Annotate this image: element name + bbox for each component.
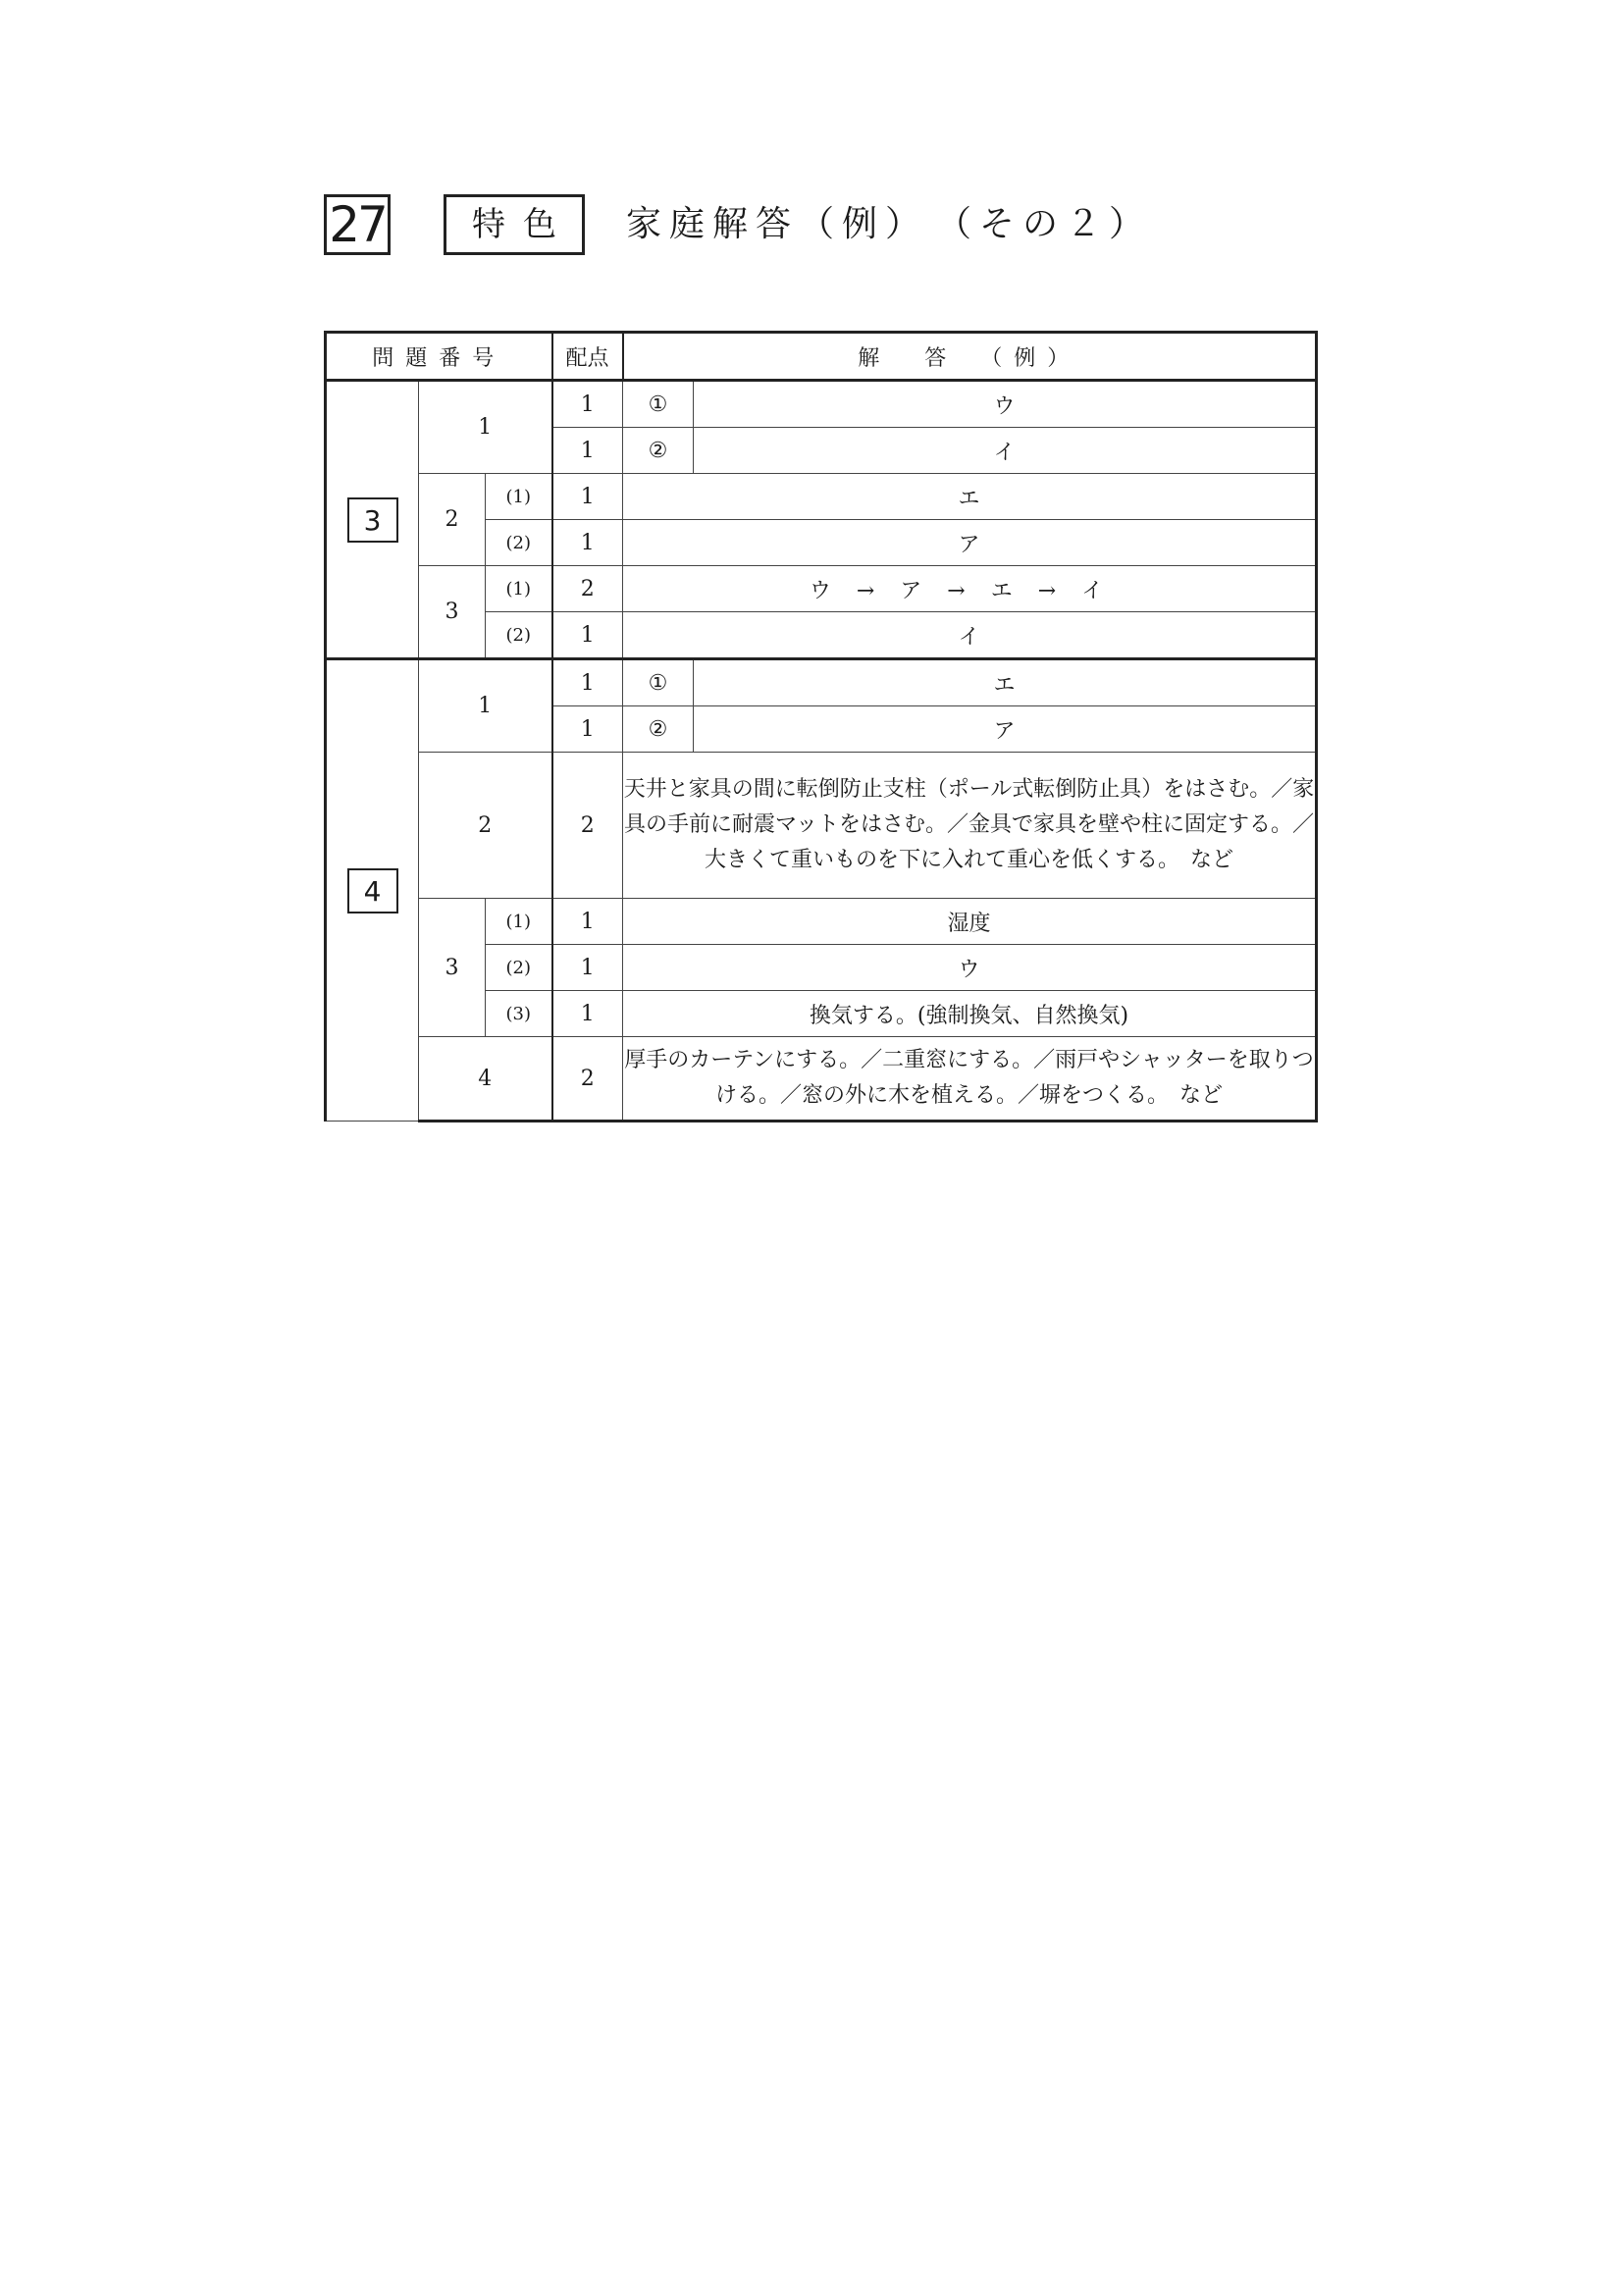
points-cell: 2 — [552, 1037, 623, 1122]
answer-cell: 湿度 — [623, 899, 1317, 945]
points-cell: 1 — [552, 612, 623, 659]
points-cell: 1 — [552, 428, 623, 474]
sub-question-number: (1) — [486, 474, 552, 520]
answer-cell: ア — [694, 706, 1317, 753]
page-title: 家庭解答（例） （その２） — [626, 204, 1153, 244]
question-number: 3 — [419, 566, 486, 659]
question-number: 4 — [419, 1037, 552, 1122]
answer-cell: ウ — [623, 945, 1317, 991]
sub-question-number: (2) — [486, 945, 552, 991]
points-cell: 1 — [552, 899, 623, 945]
question-number: 1 — [419, 659, 552, 753]
points-cell: 1 — [552, 381, 623, 428]
answer-cell: 天井と家具の間に転倒防止支柱（ポール式転倒防止具）をはさむ。／家具の手前に耐震マットをはさむ。／金具で家具を壁や柱に固定する。／大きくて重いものを下に入れて重心を低くする。 など — [623, 753, 1317, 899]
points-cell: 1 — [552, 991, 623, 1037]
table-row — [326, 566, 1317, 612]
arrow-icon: → — [1037, 578, 1057, 603]
sub-question-number: (1) — [486, 566, 552, 612]
answer-cell: イ — [623, 612, 1317, 659]
answer-cell: 厚手のカーテンにする。／二重窓にする。／雨戸やシャッターを取りつける。／窓の外に木を植える。／塀をつくる。 など — [623, 1037, 1317, 1122]
sub-question-number: (2) — [486, 612, 552, 659]
table-row — [326, 474, 1317, 520]
question-number: 2 — [419, 753, 552, 899]
section-label: 4 — [326, 659, 419, 1122]
choice-mark: ① — [623, 659, 694, 706]
answer-cell: ア — [623, 520, 1317, 566]
arrow-icon: → — [856, 578, 875, 603]
answer-cell: イ — [694, 428, 1317, 474]
table-row — [326, 381, 1317, 428]
question-number: 3 — [419, 899, 486, 1037]
sequence-item: エ — [990, 578, 1013, 603]
question-number: 2 — [419, 474, 486, 566]
header-points: 配点 — [552, 333, 623, 381]
table-row — [326, 753, 1317, 899]
points-cell: 1 — [552, 474, 623, 520]
points-cell: 1 — [552, 945, 623, 991]
answer-sequence — [623, 566, 1317, 612]
section-label: 3 — [326, 381, 419, 659]
header-question: 問題番号 — [326, 333, 552, 381]
sub-question-number: (1) — [486, 899, 552, 945]
table-row — [326, 1037, 1317, 1122]
sequence-item: ウ — [809, 578, 831, 603]
points-cell: 1 — [552, 706, 623, 753]
header-answer: 解 答 （例） — [623, 333, 1317, 381]
points-cell: 1 — [552, 659, 623, 706]
table-row — [326, 899, 1317, 945]
sub-question-number: (2) — [486, 520, 552, 566]
exam-number: 27 — [324, 194, 391, 255]
answer-table — [324, 331, 1318, 1122]
choice-mark: ② — [623, 428, 694, 474]
arrow-icon: → — [947, 578, 966, 603]
points-cell: 1 — [552, 520, 623, 566]
points-cell: 2 — [552, 566, 623, 612]
exam-type-tag: 特色 — [444, 194, 585, 255]
sub-question-number: (3) — [486, 991, 552, 1037]
answer-cell: エ — [694, 659, 1317, 706]
sequence-item: ア — [900, 578, 922, 603]
sequence-item: イ — [1081, 578, 1104, 603]
choice-mark: ② — [623, 706, 694, 753]
answer-cell: ウ — [694, 381, 1317, 428]
table-header-row — [326, 333, 1317, 381]
question-number: 1 — [419, 381, 552, 474]
points-cell: 2 — [552, 753, 623, 899]
choice-mark: ① — [623, 381, 694, 428]
page-header — [324, 194, 1305, 261]
table-row — [326, 659, 1317, 706]
answer-cell: エ — [623, 474, 1317, 520]
answer-cell: 換気する。(強制換気、自然換気) — [623, 991, 1317, 1037]
